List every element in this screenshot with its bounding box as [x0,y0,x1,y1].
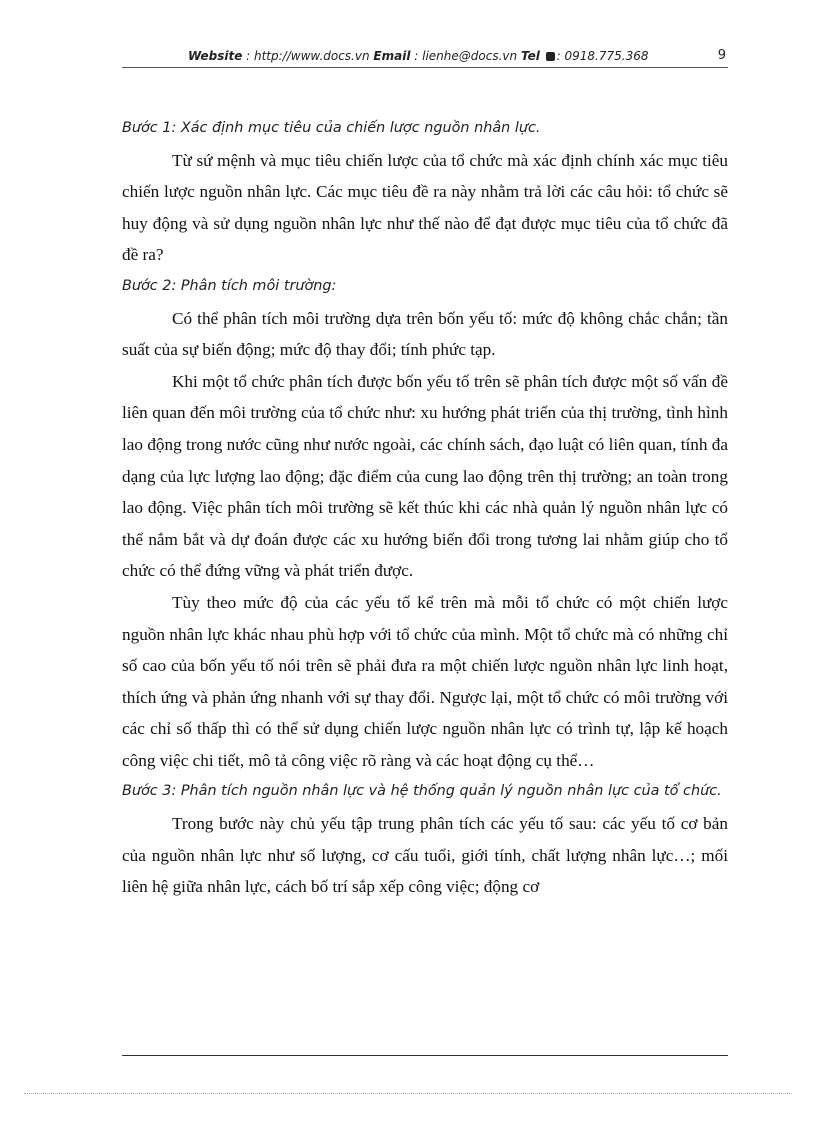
paragraph-3: Khi một tổ chức phân tích được bốn yếu tố trên sẽ phân tích được một số vấn đề liên quan đến môi trường của tổ chức như: xu hướng phát triển của thị trường, tình hình lao động trong nước cũng như nước ngoài, các chính sách, đạo luật có liên quan, tính đa dạng của lực lượng lao động; đặc điểm của cung lao động trên thị trường; an toàn trong lao động. Việc phân tích môi trường sẽ kết thúc khi các nhà quản lý nguồn nhân lực có thể nắm bắt và dự đoán được các xu hướng biến đổi trong tương lai nhằm giúp cho tổ chức có thể đứng vững và phát triển được. [122,371,728,581]
paragraph-4: Tùy theo mức độ của các yếu tố kể trên mà mỗi tổ chức có một chiến lược nguồn nhân lực khác nhau phù hợp với tổ chức của mình. Một tổ chức mà có những chỉ số cao của bốn yếu tố nói trên sẽ phải đưa ra một chiến lược nguồn nhân lực linh hoạt, thích ứng và phản ứng nhanh với sự thay đổi. Ngược lại, một tổ chức có môi trường với các chỉ số thấp thì có thể sử dụng chiến lược nguồn nhân lực có trình tự, lập kế hoạch công việc chi tiết, mô tả công việc rõ ràng và các hoạt động cụ thể… [122,592,728,770]
tel-value: : 0918.775.368 [556,49,649,63]
paragraph-1: Từ sứ mệnh và mục tiêu chiến lược của tổ chức mà xác định chính xác mục tiêu chiến lược nguồn nhân lực. Các mục tiêu đề ra này nhằm trả lời các câu hỏi: tổ chức sẽ huy động và sử dụng nguồn nhân lực như thế nào để đạt được mục tiêu của tổ chức đã đề ra? [122,150,728,265]
paragraph-2: Có thể phân tích môi trường dựa trên bốn yếu tố: mức độ không chắc chắn; tần suất của sự biến động; mức độ thay đổi; tính phức tạp. [122,308,728,360]
tel-label: Tel [520,49,540,63]
website-url[interactable]: http://www.docs.vn [254,49,370,63]
page-header [122,47,728,68]
website-label: Website [188,49,243,63]
step1-heading: Bước 1: Xác định mục tiêu của chiến lược nguồn nhân lực. [122,120,541,136]
step3-heading: Bước 3: Phân tích nguồn nhân lực và hệ thống quản lý nguồn nhân lực của tổ chức. [122,783,722,800]
email-value[interactable]: lienhe@docs.vn [422,49,518,63]
page-number: 9 [717,48,726,63]
header-contact-info [188,49,649,63]
paragraph-5: Trong bước này chủ yếu tập trung phân tích các yếu tố sau: các yếu tố cơ bản của nguồn nhân lực như số lượng, cơ cấu tuổi, giới tính, chất lượng nhân lực…; mối liên hệ giữa nhân lực, cách bố trí sắp xếp công việc; động cơ [122,814,728,897]
step2-heading: Bước 2: Phân tích môi trường: [122,277,337,294]
page-body [122,113,728,903]
email-separator: : [410,49,423,63]
email-label: Email [373,49,411,63]
footer-rule [122,1055,728,1056]
website-separator: : [242,49,254,63]
page-bottom-dotted-line [24,1093,792,1094]
phone-icon [546,52,555,61]
